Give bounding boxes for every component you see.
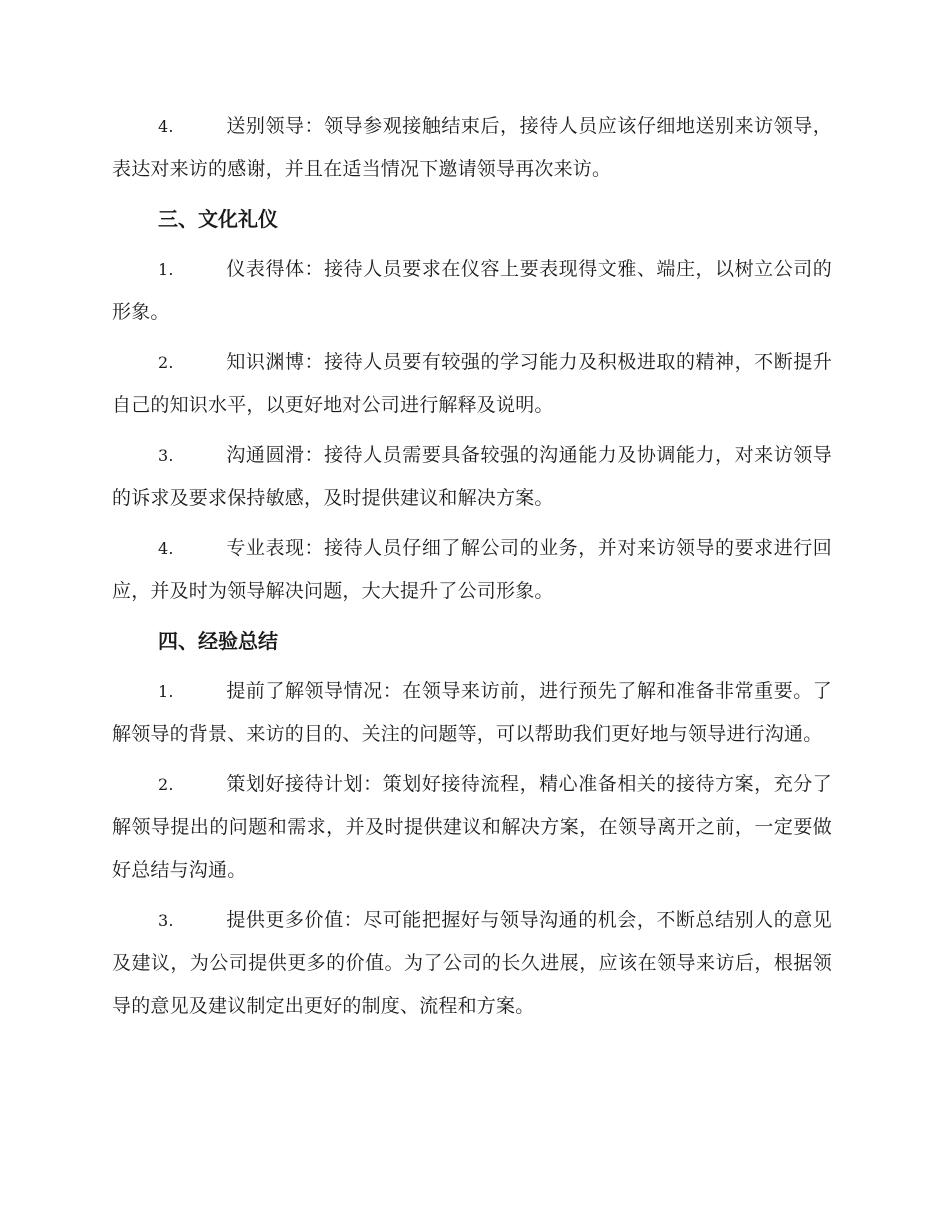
list-item	[112, 670, 832, 756]
item-number: 4.	[158, 539, 174, 558]
item-number: 1.	[158, 260, 174, 279]
list-item	[112, 527, 832, 613]
item-number: 1.	[158, 682, 174, 701]
item-number-wrap	[112, 670, 226, 713]
list-item	[112, 434, 832, 520]
item-number-wrap	[112, 341, 226, 384]
list-item	[112, 899, 832, 1028]
item-number-wrap	[112, 434, 226, 477]
item-text: 沟通圆滑：接待人员需要具备较强的沟通能力及协调能力，对来访领导的诉求及要求保持敏感，及时提供建议和解决方案。	[112, 444, 832, 509]
item-number: 2.	[158, 775, 174, 794]
item-number: 2.	[158, 353, 174, 372]
section-heading: 三、文化礼仪	[158, 207, 278, 231]
list-item	[112, 341, 832, 427]
item-text: 送别领导：领导参观接触结束后，接待人员应该仔细地送别来访领导，表达对来访的感谢，并且在适当情况下邀请领导再次来访。	[112, 115, 832, 180]
item-number: 3.	[158, 446, 174, 465]
item-number-wrap	[112, 899, 226, 942]
item-text: 提前了解领导情况：在领导来访前，进行预先了解和准备非常重要。了解领导的背景、来访的目的、关注的问题等，可以帮助我们更好地与领导进行沟通。	[112, 680, 832, 745]
item-text: 提供更多价值：尽可能把握好与领导沟通的机会，不断总结别人的意见及建议，为公司提供更多的价值。为了公司的长久进展，应该在领导来访后，根据领导的意见及建议制定出更好的制度、流程和方案。	[112, 909, 832, 1017]
item-number-wrap	[112, 763, 226, 806]
document-page	[112, 105, 832, 1035]
item-number-wrap	[112, 248, 226, 291]
item-text: 知识渊博：接待人员要有较强的学习能力及积极进取的精神，不断提升自己的知识水平，以更好地对公司进行解释及说明。	[112, 351, 832, 416]
list-item	[112, 248, 832, 334]
item-number-wrap	[112, 527, 226, 570]
item-number-wrap	[112, 105, 226, 148]
item-text: 策划好接待计划：策划好接待流程，精心准备相关的接待方案，充分了解领导提出的问题和需求，并及时提供建议和解决方案，在领导离开之前，一定要做好总结与沟通。	[112, 773, 832, 881]
list-item	[112, 763, 832, 892]
section-heading: 四、经验总结	[158, 629, 278, 653]
item-text: 仪表得体：接待人员要求在仪容上要表现得文雅、端庄，以树立公司的形象。	[112, 258, 832, 323]
item-number: 4.	[158, 117, 174, 136]
item-text: 专业表现：接待人员仔细了解公司的业务，并对来访领导的要求进行回应，并及时为领导解决问题，大大提升了公司形象。	[112, 537, 832, 602]
list-item	[112, 105, 832, 191]
item-number: 3.	[158, 911, 174, 930]
